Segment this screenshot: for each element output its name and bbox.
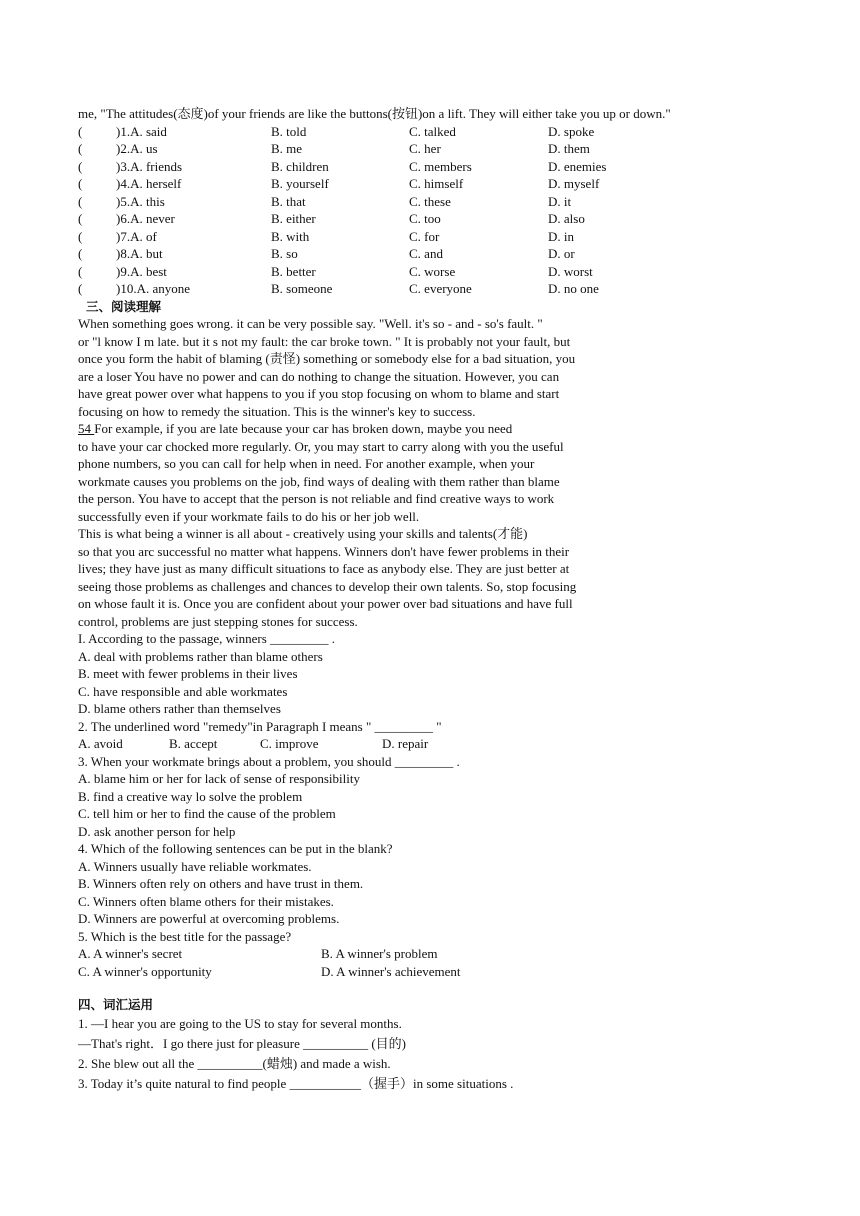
option-b: B. so — [271, 246, 298, 261]
passage-line: phone numbers, so you can call for help when in need. For another example, when your — [78, 456, 535, 471]
question-line: 3. When your workmate brings about a problem, you should _________ . — [78, 753, 460, 769]
question-line: A. deal with problems rather than blame others — [78, 648, 323, 664]
passage-line: on whose fault it is. Once you are confident about your power over bad situations and have full — [78, 596, 573, 611]
option-a: A. A winner's secret — [78, 946, 183, 961]
option-b: B. me — [271, 141, 303, 156]
passage-line: focusing on how to remedy the situation. This is the winner's key to success. — [78, 403, 476, 419]
option-b: B. accept — [169, 736, 218, 751]
vocab-line: 2. She blew out all the __________(蜡烛) and made a wish. — [78, 1055, 391, 1071]
option-b: B. someone — [271, 281, 333, 296]
passage-line: so that you arc successful no matter what happens. Winners don't have fewer problems in their — [78, 543, 570, 559]
answer-bracket: ( — [78, 141, 83, 156]
option-c: C. too — [409, 211, 441, 226]
option-a: )4.A. herself — [116, 176, 182, 191]
question-4 — [78, 840, 838, 928]
option-c: C. her — [409, 141, 441, 156]
option-b: B. children — [271, 158, 329, 174]
reading-passage — [78, 315, 838, 420]
answer-bracket: ( — [78, 211, 83, 226]
passage-line: are a loser You have no power and can do nothing to change the situation. However, you can — [78, 368, 560, 384]
answer-bracket: ( — [78, 281, 83, 296]
passage-line: control, problems are just stepping stones for success. — [78, 613, 358, 629]
answer-bracket: ( — [78, 176, 83, 191]
option-d: D. it — [548, 193, 572, 209]
cloze-row — [78, 263, 838, 281]
question-line: B. Winners often rely on others and have trust in them. — [78, 876, 364, 891]
question-3 — [78, 753, 838, 841]
answer-bracket: ( — [78, 228, 83, 244]
vocabulary-questions — [78, 1014, 838, 1094]
answer-bracket: ( — [78, 263, 83, 279]
option-c: C. talked — [409, 123, 456, 139]
question-line: A. blame him or her for lack of sense of responsibility — [78, 771, 360, 786]
question-5-options-row-2 — [78, 963, 838, 981]
cloze-row — [78, 193, 838, 211]
cloze-row — [78, 210, 838, 228]
option-d: D. in — [548, 228, 574, 244]
option-a: )2.A. us — [116, 141, 158, 156]
option-b: B. with — [271, 228, 310, 244]
question-line: D. ask another person for help — [78, 823, 236, 839]
option-d: D. repair — [382, 736, 429, 751]
passage-line: seeing those problems as challenges and chances to develop their own talents. So, stop focusing — [78, 578, 577, 594]
passage-line: This is what being a winner is all about - creatively using your skills and talents(才能) — [78, 526, 528, 541]
answer-bracket: ( — [78, 246, 83, 261]
option-a: )3.A. friends — [116, 158, 183, 174]
option-d: D. also — [548, 211, 585, 226]
cloze-options — [78, 123, 838, 298]
vocab-line: 1. —I hear you are going to the US to stay for several months. — [78, 1015, 402, 1031]
question-2-options — [78, 735, 838, 753]
passage-line: successfully even if your workmate fails to do his or her job well. — [78, 508, 420, 524]
cloze-row — [78, 140, 838, 158]
question-line: C. tell him or her to find the cause of the problem — [78, 806, 336, 821]
passage-line: have great power over what happens to you if you stop focusing on whom to blame and start — [78, 386, 560, 401]
question-line: A. Winners usually have reliable workmates. — [78, 858, 312, 874]
question-line: B. meet with fewer problems in their lives — [78, 666, 298, 681]
cloze-row — [78, 280, 838, 298]
cloze-row — [78, 245, 838, 263]
question-line: D. blame others rather than themselves — [78, 701, 281, 716]
option-d: D. them — [548, 141, 590, 156]
cloze-row — [78, 123, 838, 141]
answer-bracket: ( — [78, 123, 83, 139]
option-d: D. enemies — [548, 158, 607, 174]
option-c: C. everyone — [409, 281, 472, 296]
option-a: )7.A. of — [116, 228, 157, 244]
section-title-vocabulary: 四、词汇运用 — [78, 997, 154, 1012]
option-c: C. A winner's opportunity — [78, 963, 212, 979]
question-2-stem: 2. The underlined word "remedy"in Paragraph I means " _________ " — [78, 718, 442, 734]
option-b: B. better — [271, 263, 316, 279]
passage-line: or "l know I m late. but it s not my fault: the car broke town. " It is probably not your fault, but — [78, 333, 571, 349]
option-a: )5.A. this — [116, 193, 165, 209]
option-d: D. myself — [548, 176, 600, 191]
option-b: B. told — [271, 123, 307, 139]
question-5-options-row-1 — [78, 945, 838, 963]
cloze-row — [78, 175, 838, 193]
reading-passage-continued — [78, 438, 838, 631]
blank-marker-54: 54 — [78, 421, 95, 436]
option-c: C. for — [409, 228, 440, 244]
cloze-row — [78, 158, 838, 176]
passage-line: workmate causes you problems on the job, find ways of dealing with them rather than blame — [78, 473, 560, 489]
option-b: B. yourself — [271, 176, 329, 191]
worksheet-page — [78, 105, 838, 1094]
answer-bracket: ( — [78, 193, 83, 209]
question-line: I. According to the passage, winners _________ . — [78, 631, 336, 646]
option-b: B. A winner's problem — [321, 946, 438, 961]
question-5-stem: 5. Which is the best title for the passage? — [78, 928, 292, 944]
passage-text: For example, if you are late because your car has broken down, maybe you need — [94, 421, 513, 436]
passage-paragraph-2-start — [78, 420, 838, 438]
answer-bracket: ( — [78, 158, 83, 174]
section-title-reading: 三、阅读理解 — [86, 298, 162, 314]
option-c: C. and — [409, 246, 443, 261]
option-a: )9.A. best — [116, 263, 167, 279]
option-a: A. avoid — [78, 736, 123, 751]
option-d: D. A winner's achievement — [321, 963, 461, 979]
option-d: D. worst — [548, 263, 593, 279]
option-c: C. improve — [260, 736, 319, 751]
question-line: C. Winners often blame others for their mistakes. — [78, 893, 334, 909]
question-1 — [78, 630, 838, 718]
vocab-line: —That's right．I go there just for pleasure __________ (目的) — [78, 1035, 406, 1051]
option-d: D. spoke — [548, 123, 595, 139]
passage-line: lives; they have just as many difficult situations to face as anybody else. They are just better at — [78, 561, 570, 576]
option-c: C. members — [409, 158, 472, 174]
option-b: B. either — [271, 211, 316, 226]
cloze-row — [78, 228, 838, 246]
intro-line: me, "The attitudes(态度)of your friends are like the buttons(按钮)on a lift. They will either take you up or down." — [78, 106, 671, 121]
option-c: C. these — [409, 193, 451, 209]
option-d: D. no one — [548, 281, 599, 296]
option-c: C. worse — [409, 263, 456, 279]
question-line: 4. Which of the following sentences can be put in the blank? — [78, 841, 393, 856]
passage-line: once you form the habit of blaming (责怪) something or somebody else for a bad situation, you — [78, 351, 576, 366]
option-a: )8.A. but — [116, 246, 163, 261]
passage-line: to have your car chocked more regularly. Or, you may start to carry along with you the useful — [78, 438, 564, 454]
vocab-line: 3. Today it’s quite natural to find people ___________（握手）in some situations . — [78, 1075, 514, 1091]
option-a: )10.A. anyone — [116, 281, 191, 296]
option-a: )1.A. said — [116, 123, 167, 139]
passage-line: the person. You have to accept that the person is not reliable and find creative ways to work — [78, 491, 555, 506]
question-line: C. have responsible and able workmates — [78, 683, 288, 699]
option-c: C. himself — [409, 176, 464, 191]
passage-line: When something goes wrong. it can be very possible say. "Well. it's so - and - so's fault. " — [78, 316, 543, 331]
option-a: )6.A. never — [116, 211, 175, 226]
option-b: B. that — [271, 193, 306, 209]
option-d: D. or — [548, 246, 575, 261]
question-line: B. find a creative way lo solve the problem — [78, 788, 303, 804]
question-line: D. Winners are powerful at overcoming problems. — [78, 911, 340, 926]
